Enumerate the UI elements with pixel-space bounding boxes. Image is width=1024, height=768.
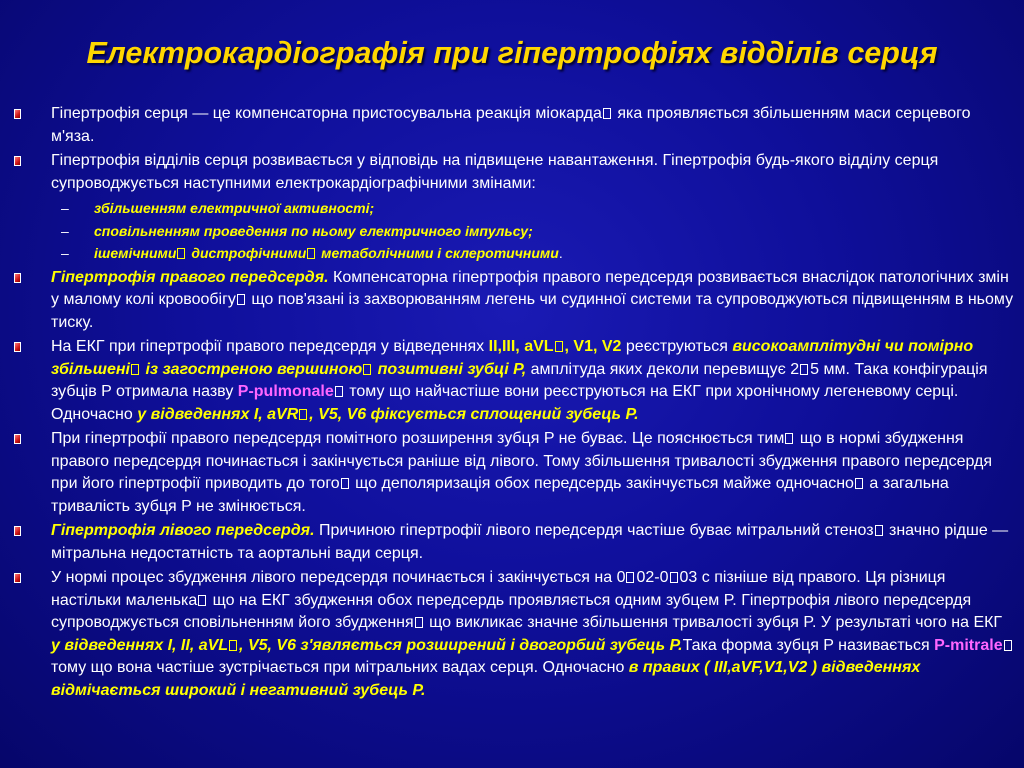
missing-glyph-icon <box>363 364 371 375</box>
dash-icon: – <box>61 200 69 216</box>
bullet-5-text-c: що деполяризація обох передсердь закінчується майже одночасно <box>350 475 854 492</box>
bullet-7-text-d: що на ЕКГ збудження обох передсердь проявляється одним зубцем P. Гіпертрофія лівого передсердя супроводжується сповільненням його збудження <box>51 591 972 631</box>
bullet-4-leads-b: , V1, V2 <box>564 338 622 355</box>
dash-icon: – <box>61 245 69 261</box>
bullet-3-text-b: що пов'язані із захворюванням легень чи судинної системи та супроводжуються підвищенням в ньому тиску. <box>51 291 1014 331</box>
bullet-7-text-e: що викликає значне збільшення тривалості зубця P. У результаті чого на ЕКГ <box>424 614 1003 631</box>
bullet-5 <box>14 428 1014 518</box>
missing-glyph-icon <box>603 108 611 119</box>
bullet-square-icon <box>14 156 21 166</box>
bullet-7-text-g: , V5, V6 з'являється розширений і двогорбий зубець P. <box>239 636 683 654</box>
bullet-square-icon <box>14 526 21 536</box>
missing-glyph-icon <box>785 433 793 444</box>
bullet-6-heading: Гіпертрофія лівого передсердя. <box>51 522 315 539</box>
missing-glyph-icon <box>307 248 315 259</box>
sub-item-3-text-b: дистрофічними <box>187 245 307 261</box>
bullet-7-text-j: тому що вона частіше зустрічається при мітральних вадах серця. Одночасно <box>51 659 629 676</box>
bullet-square-icon <box>14 109 21 119</box>
bullet-4-text-g: позитивні зубці P, <box>373 360 527 378</box>
missing-glyph-icon <box>670 572 678 583</box>
bullet-3 <box>14 267 1014 335</box>
bullet-4-text-i: 5 мм. Така конфігурація зубців P отримала назву <box>51 360 988 400</box>
p-pulmonale-term: P-pulmonale <box>237 383 334 400</box>
bullet-7-text-c: 03 с пізніше від правого. Ця різниця настільки маленька <box>51 569 946 609</box>
bullet-6-text-a: Причиною гіпертрофії лівого передсердя частіше буває мітральний стеноз <box>314 522 874 539</box>
bullet-4-text-d: реєструються <box>621 338 733 355</box>
sub-item-3-text-a: ішемічними <box>94 245 177 261</box>
slide-title: Електрокардіографія при гіпертрофіях відділів серця <box>86 36 938 70</box>
sub-item-3 <box>14 242 1014 265</box>
missing-glyph-icon <box>1004 640 1012 651</box>
sub-item-2-text: сповільненням проведення по ньому електричного імпульсу; <box>94 222 533 239</box>
bullet-6 <box>14 520 1014 565</box>
missing-glyph-icon <box>299 409 307 420</box>
bullet-3-text-a: Компенсаторна гіпертрофія правого передсердя розвивається внаслідок патологічних змін у малому колі кровообігу <box>51 268 1009 308</box>
bullet-3-heading: Гіпертрофія правого передсердя. <box>51 268 329 286</box>
sub-item-3-text-c: метаболічними і склеротичними <box>317 245 559 261</box>
sub-item-1-text: збільшенням електричної активності; <box>94 200 375 216</box>
sub-item-1 <box>14 197 1014 220</box>
sub-item-3-text-d: . <box>558 245 563 261</box>
bullet-4-text-f: із загостреною вершиною <box>141 360 363 378</box>
bullet-4-text-a: На ЕКГ при гіпертрофії правого передсердя у відведеннях <box>51 338 489 355</box>
bullet-4-text-h: амплітуда яких деколи перевищує 2 <box>526 360 800 378</box>
missing-glyph-icon <box>229 640 237 651</box>
bullet-square-icon <box>14 273 21 283</box>
bullet-4-text-m: , V5, V6 фіксується сплощений зубець P. <box>309 405 639 423</box>
bullet-2 <box>14 150 1014 195</box>
bullet-4-text-l: у відведеннях I, aVR <box>137 405 299 423</box>
missing-glyph-icon <box>341 478 349 489</box>
missing-glyph-icon <box>415 617 423 628</box>
missing-glyph-icon <box>131 364 139 375</box>
missing-glyph-icon <box>626 572 634 583</box>
bullet-4-text-k: тому що найчастіше вони реєструються на ЕКГ при хронічному легеневому серці. Одночасно <box>51 383 959 423</box>
bullet-7-text-a: У нормі процес збудження лівого передсердя починається і закінчується на 0 <box>51 569 626 586</box>
missing-glyph-icon <box>855 478 863 489</box>
bullet-square-icon <box>14 573 21 583</box>
p-mitrale-term: P-mitrale <box>934 636 1003 654</box>
bullet-7-text-b: 02-0 <box>636 569 669 586</box>
bullet-1-text-b: яка проявляється збільшенням маси серцевого м'яза. <box>51 105 971 145</box>
dash-icon: – <box>61 222 69 239</box>
missing-glyph-icon <box>198 595 206 606</box>
missing-glyph-icon <box>335 386 343 397</box>
slide-content <box>14 103 1014 704</box>
bullet-7 <box>14 567 1014 702</box>
bullet-square-icon <box>14 342 21 352</box>
missing-glyph-icon <box>800 364 808 375</box>
bullet-2-text: Гіпертрофія відділів серця розвивається у відповідь на підвищене навантаження. Гіпертрофія будь-якого відділу серця супроводжується наступними електрокардіографічними змінами: <box>51 152 939 192</box>
missing-glyph-icon <box>555 341 563 352</box>
bullet-4-text-e: високоамплітудні чи помірно збільшені <box>51 338 974 378</box>
bullet-square-icon <box>14 434 21 444</box>
bullet-4 <box>14 336 1014 426</box>
bullet-5-text-a: При гіпертрофії правого передсердя помітного розширення зубця P не буває. Це пояснюється тим <box>51 430 785 447</box>
bullet-1-text-a: Гіпертрофія серця — це компенсаторна пристосувальна реакція міокарда <box>51 105 602 122</box>
sub-item-2 <box>14 220 1014 243</box>
missing-glyph-icon <box>875 525 883 536</box>
missing-glyph-icon <box>177 248 185 259</box>
bullet-7-text-h: Така форма зубця P називається <box>682 636 935 654</box>
bullet-1 <box>14 103 1014 148</box>
bullet-7-text-f: у відведеннях I, II, aVL <box>51 636 229 654</box>
bullet-7-text-k: в правих ( III,aVF,V1,V2 ) відведеннях відмічається широкий і негативний зубець P. <box>51 659 921 699</box>
bullet-6-text-b: значно рідше — мітральна недостатність та аортальні вади серця. <box>51 522 1009 562</box>
bullet-5-text-d: а загальна тривалість зубця P не змінюється. <box>51 475 949 515</box>
missing-glyph-icon <box>237 294 245 305</box>
bullet-5-text-b: що в нормі збудження правого передсердя починається і закінчується раніше від лівого. Тому збільшення тривалості збудження правого передсердя при його гіпертрофії приводить до того <box>51 430 993 492</box>
bullet-4-leads: II,III, aVL <box>488 338 554 355</box>
